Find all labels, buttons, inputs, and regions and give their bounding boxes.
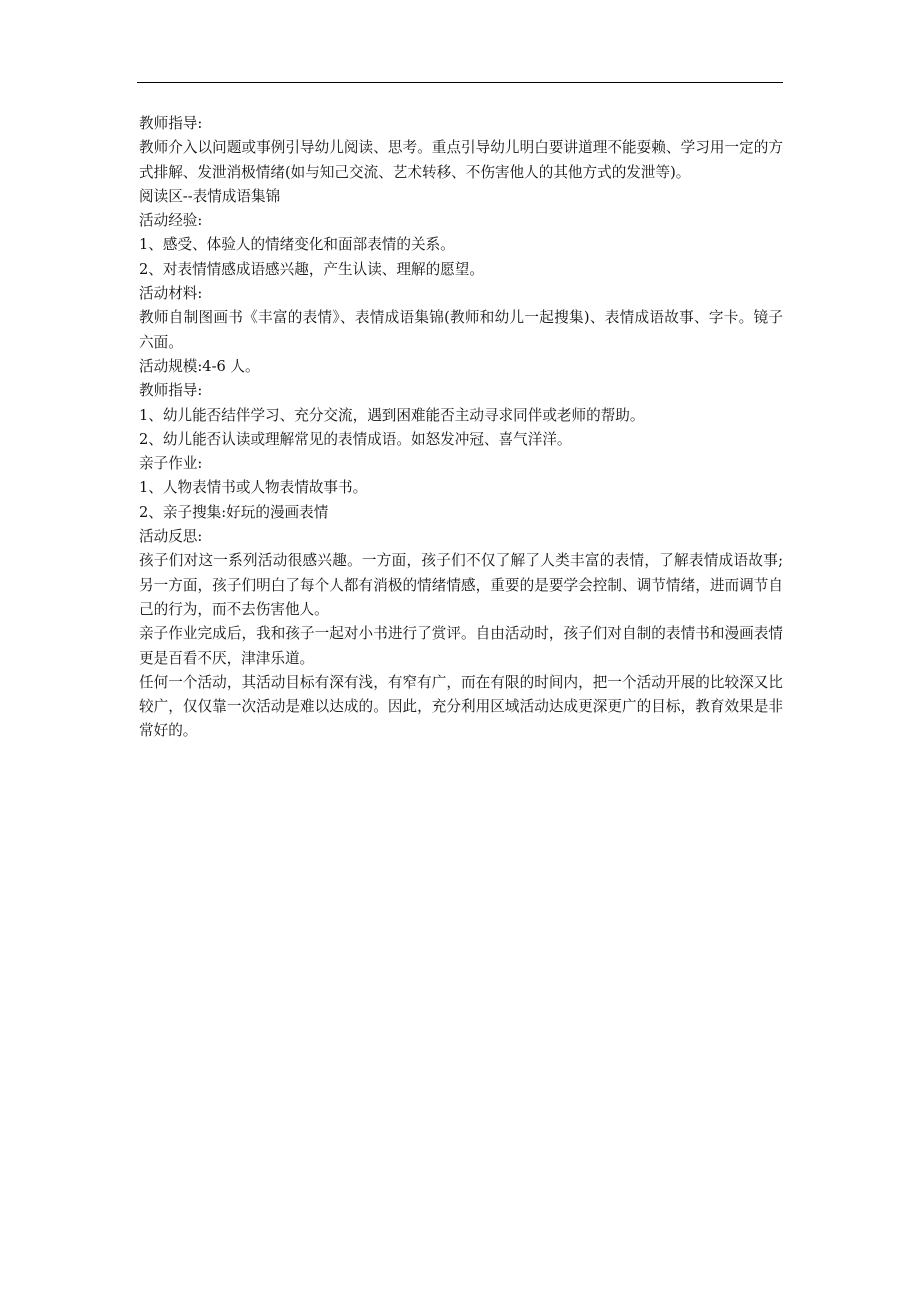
paragraph-materials: 教师自制图画书《丰富的表情》、表情成语集锦(教师和幼儿一起搜集)、表情成语故事、字卡。镜子六面。 xyxy=(139,309,783,351)
activity-scale: 活动规模:4-6 人。 xyxy=(139,357,260,375)
list-item-guidance-1: 1、幼儿能否结伴学习、充分交流，遇到困难能否主动寻求同伴或老师的帮助。 xyxy=(139,406,645,424)
paragraph-teacher-intervention: 教师介入以问题或事例引导幼儿阅读、思考。重点引导幼儿明白要讲道理不能耍赖、学习用一定的方式排解、发泄消极情绪(如与知己交流、艺术转移、不伤害他人的其他方式的发泄等)。 xyxy=(139,139,783,181)
heading-activity-experience: 活动经验: xyxy=(139,212,203,230)
heading-activity-materials: 活动材料: xyxy=(139,285,203,303)
list-item-experience-1: 1、感受、体验人的情绪变化和面部表情的关系。 xyxy=(139,236,455,254)
paragraph-reflection-1: 孩子们对这一系列活动很感兴趣。一方面，孩子们不仅了解了人类丰富的表情，了解表情成语故事;另一方面，孩子们明白了每个人都有消极的情绪情感，重要的是要学会控制、调节情绪，进而调节自己的行为，而不去伤害他人。 xyxy=(139,552,783,618)
list-item-experience-2: 2、对表情情感成语感兴趣，产生认读、理解的愿望。 xyxy=(139,260,484,278)
heading-activity-reflection: 活动反思: xyxy=(139,528,203,546)
list-item-guidance-2: 2、幼儿能否认读或理解常见的表情成语。如怒发冲冠、喜气洋洋。 xyxy=(139,430,572,448)
heading-teacher-guidance: 教师指导: xyxy=(139,115,203,132)
header-rule xyxy=(137,82,783,83)
list-item-homework-1: 1、人物表情书或人物表情故事书。 xyxy=(139,479,368,497)
paragraph-reflection-2: 亲子作业完成后，我和孩子一起对小书进行了赏评。自由活动时，孩子们对自制的表情书和漫画表情更是百看不厌，津津乐道。 xyxy=(139,625,783,667)
heading-teacher-guidance-2: 教师指导: xyxy=(139,382,203,400)
document-body xyxy=(139,112,783,744)
list-item-homework-2: 2、亲子搜集:好玩的漫画表情 xyxy=(139,503,329,521)
heading-parent-child-homework: 亲子作业: xyxy=(139,455,203,473)
paragraph-reflection-3: 任何一个活动，其活动目标有深有浅，有窄有广，而在有限的时间内，把一个活动开展的比较深又比较广，仅仅靠一次活动是难以达成的。因此，充分利用区域活动达成更深更广的目标，教育效果是非常好的。 xyxy=(139,673,783,740)
heading-reading-area: 阅读区--表情成语集锦 xyxy=(139,187,281,205)
